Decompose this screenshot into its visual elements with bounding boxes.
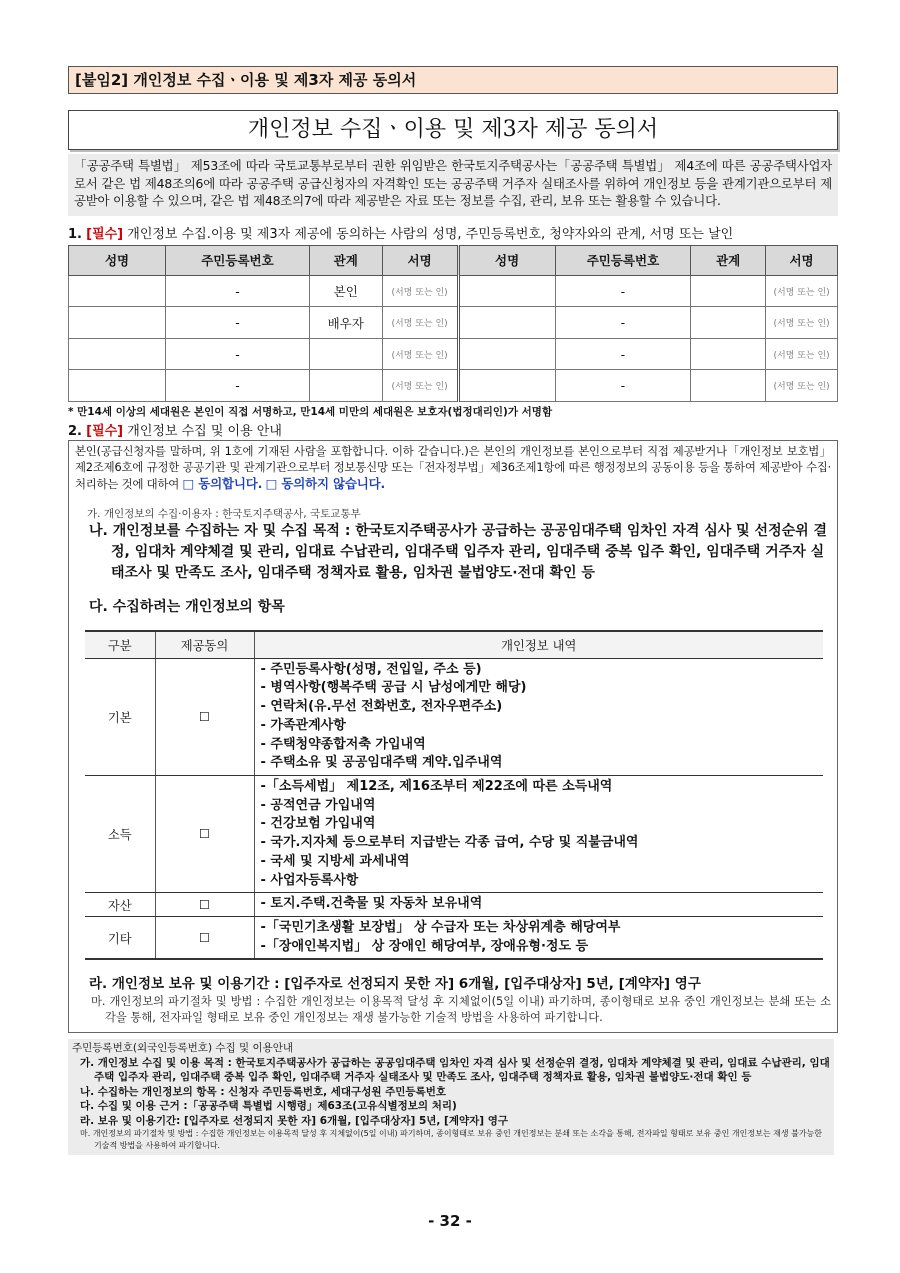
list-item: - 사업자등록사항 [260, 872, 359, 888]
list-item: - 토지.주택.건축물 및 자동차 보유내역 [260, 896, 483, 912]
relation-field[interactable] [691, 370, 766, 402]
list-item: - 연락처(유.무선 전화번호, 전자우편주소) [260, 699, 503, 715]
signature-table [68, 245, 838, 402]
document-page [68, 66, 838, 1155]
details-cell [254, 776, 823, 893]
table-row [85, 893, 823, 917]
rrn-purpose: 가. 개인정보 수집 및 이용 목적 : 한국토지주택공사가 공급하는 공공임대주택 임차인 자격 심사 및 선정순위 결정, 임대차 계약체결 및 관리, 임대료 수납관리, 임대주택 입주자 관리, 임대주택 중복 입주 확인, 임대주택 거주자 실태조사 및 만족도 조사, 임대주택 정책자료 활용, 임차권 불법양도·전대 확인 등 [80, 1056, 830, 1084]
list-item: - 공적연금 가입내역 [260, 797, 376, 813]
details-cell [254, 658, 823, 775]
list-item: - 주택청약종합저축 가입내역 [260, 736, 426, 752]
consent-box [68, 440, 838, 1034]
name-field[interactable] [458, 275, 555, 307]
relation-field[interactable] [691, 275, 766, 307]
rrn-items: 나. 수집하는 개인정보의 항목 : 신청자 주민등록번호, 세대구성원 주민등록번호 [80, 1085, 446, 1098]
name-field[interactable] [69, 338, 166, 370]
col-name: 성명 [458, 245, 555, 275]
name-field[interactable] [458, 338, 555, 370]
disagree-checkbox[interactable]: □ 동의하지 않습니다. [265, 475, 386, 491]
list-item: - 가족관계사항 [260, 717, 346, 733]
name-field[interactable] [458, 307, 555, 339]
category-cell: 자산 [85, 893, 155, 917]
category-cell: 기본 [85, 658, 155, 775]
agree-checkbox[interactable]: □ 동의합니다. [182, 475, 263, 491]
rrn-field[interactable]: - [555, 338, 691, 370]
signature-field[interactable]: (서명 또는 인) [766, 370, 838, 402]
list-item: - 국세 및 지방세 과세내역 [260, 853, 410, 869]
name-field[interactable] [69, 370, 166, 402]
rrn-field[interactable]: - [166, 307, 310, 339]
document-title: 개인정보 수집ㆍ이용 및 제3자 제공 동의서 [68, 110, 838, 150]
rrn-retention: 라. 보유 및 이용기간: [입주자로 선정되지 못한 자] 6개월, [입주대상자] 5년, [계약자] 영구 [80, 1114, 509, 1127]
relation-field[interactable] [309, 370, 382, 402]
signature-field[interactable]: (서명 또는 인) [382, 275, 458, 307]
table-row [69, 370, 838, 402]
destruction-procedure: 마. 개인정보의 파기절차 및 방법 : 수집한 개인정보는 이용목적 달성 후 지체없이(5일 이내) 파기하며, 종이형태로 보유 중인 개인정보는 분쇄 또는 소각을 통해, 전자파일 형태로 보유 중인 개인정보는 재생 불가능한 기술적 방법을 사용하여 파기합니다. [91, 995, 831, 1025]
consent-text: 본인(공급신청자를 말하며, 위 1호에 기재된 사람을 포함합니다. 이하 같습니다.)은 본인의 개인정보를 본인으로부터 직접 제공받거나「개인정보 보호법」 제2조제6호에 규정한 공공기관 및 관계기관으로부터 정보통신망 또는「전자정부법」제36조제1항에 따른 행정정보의 공동이용 등을 통하여 제공받아 수집·처리하는 것에 대하여 [75, 443, 831, 491]
section-2-required-tag: [필수] [86, 423, 124, 439]
relation-field[interactable] [309, 338, 382, 370]
relation-field[interactable] [691, 307, 766, 339]
rrn-field[interactable]: - [555, 307, 691, 339]
table-row [85, 776, 823, 893]
table-row [69, 275, 838, 307]
section-2-number: 2. [68, 423, 82, 439]
intro-paragraph: 「공공주택 특별법」 제53조에 따라 국토교통부로부터 권한 위임받은 한국토지주택공사는「공공주택 특별법」 제4조에 따른 공공주택사업자로서 같은 법 제48조의6에 따라 공공주택 공급신청자의 자격확인 또는 공공주택 거주자 실태조사를 위하여 개인정보 등을 관계기관으로부터 제공받아 이용할 수 있으며, 같은 법 제48조의7에 따라 제공받은 자료 또는 정보를 수집, 관리, 보유 또는 활용할 수 있습니다. [68, 154, 838, 216]
section-1-number: 1. [68, 226, 82, 242]
collector-line: 가. 개인정보의 수집·이용자 : 한국토지주택공사, 국토교통부 [87, 508, 361, 521]
col-relation: 관계 [691, 245, 766, 275]
consent-checkbox[interactable]: ☐ [155, 658, 254, 775]
section-1-heading [68, 226, 838, 244]
rrn-notice-title: 주민등록번호(외국인등록번호) 수집 및 이용안내 [72, 1042, 294, 1055]
table-row [69, 307, 838, 339]
col-rrn: 주민등록번호 [166, 245, 310, 275]
consent-checkbox[interactable]: ☐ [155, 916, 254, 959]
signature-field[interactable]: (서명 또는 인) [382, 307, 458, 339]
items-heading: 다. 수집하려는 개인정보의 항목 [89, 599, 285, 616]
age-note: * 만14세 이상의 세대원은 본인이 직접 서명하고, 만14세 미만의 세대원은 보호자(법정대리인)가 서명함 [68, 405, 553, 418]
col-relation: 관계 [309, 245, 382, 275]
rrn-destruction: 마. 개인정보의 파기절차 및 방법 : 수집한 개인정보는 이용목적 달성 후 지체없이(5일 이내) 파기하며, 종이형태로 보유 중인 개인정보는 분쇄 또는 소각을 통해, 전자파일 형태로 보유 중인 개인정보는 재생 불가능한 기술적 방법을 사용하여 파기합니다. [80, 1129, 823, 1150]
col-rrn: 주민등록번호 [555, 245, 691, 275]
list-item: - 건강보험 가입내역 [260, 816, 376, 832]
list-item: - 주민등록사항(성명, 전입일, 주소 등) [260, 661, 482, 677]
list-item: -「소득세법」 제12조, 제16조부터 제22조에 따른 소득내역 [260, 779, 613, 794]
personal-info-items-table [85, 630, 823, 960]
category-cell: 소득 [85, 776, 155, 893]
name-field[interactable] [69, 307, 166, 339]
list-item: - 주택소유 및 공공임대주택 계약.입주내역 [260, 755, 503, 771]
col-signature: 서명 [382, 245, 458, 275]
list-item: -「장애인복지법」 상 장애인 해당여부, 장애유형·정도 등 [260, 938, 589, 954]
relation-field[interactable] [691, 338, 766, 370]
list-item: - 병역사항(행복주택 공급 시 남성에게만 해당) [260, 680, 527, 696]
signature-field[interactable]: (서명 또는 인) [766, 307, 838, 339]
consent-checkbox[interactable]: ☐ [155, 893, 254, 917]
relation-cell: 배우자 [309, 307, 382, 339]
retention-period: 라. 개인정보 보유 및 이용기간 : [입주자로 선정되지 못한 자] 6개월, [입주대상자] 5년, [계약자] 영구 [89, 976, 701, 993]
section-1-required-tag: [필수] [86, 226, 124, 242]
page-number: - 32 - [428, 1212, 472, 1230]
rrn-field[interactable]: - [555, 370, 691, 402]
col-category: 구분 [85, 631, 155, 658]
signature-field[interactable]: (서명 또는 인) [382, 338, 458, 370]
rrn-notice-box [68, 1039, 834, 1155]
rrn-field[interactable]: - [555, 275, 691, 307]
signature-field[interactable]: (서명 또는 인) [382, 370, 458, 402]
details-cell [254, 893, 823, 917]
rrn-field[interactable]: - [166, 275, 310, 307]
signature-field[interactable]: (서명 또는 인) [766, 275, 838, 307]
col-consent: 제공동의 [155, 631, 254, 658]
section-1-text: 개인정보 수집.이용 및 제3자 제공에 동의하는 사람의 성명, 주민등록번호, 청약자와의 관계, 서명 또는 날인 [123, 226, 734, 242]
relation-cell: 본인 [309, 275, 382, 307]
name-field[interactable] [458, 370, 555, 402]
signature-field[interactable]: (서명 또는 인) [766, 338, 838, 370]
consent-checkbox[interactable]: ☐ [155, 776, 254, 893]
list-item: -「국민기초생활 보장법」 상 수급자 또는 차상위계층 해당여부 [260, 919, 621, 935]
details-cell [254, 916, 823, 959]
annex-label: [붙임2] 개인정보 수집ㆍ이용 및 제3자 제공 동의서 [68, 66, 838, 94]
consent-paragraph [75, 443, 831, 493]
name-field[interactable] [69, 275, 166, 307]
table-row [85, 916, 823, 959]
list-item: - 국가.지자체 등으로부터 지급받는 각종 급여, 수당 및 직불금내역 [260, 835, 639, 851]
category-cell: 기타 [85, 916, 155, 959]
col-signature: 서명 [766, 245, 838, 275]
rrn-field[interactable]: - [166, 338, 310, 370]
rrn-legal-basis: 다. 수집 및 이용 근거 :「공공주택 특별법 시행령」제63조(고유식별정보의 처리) [80, 1100, 457, 1113]
signature-table-header [69, 245, 838, 275]
items-table-header [85, 631, 823, 658]
col-details: 개인정보 내역 [254, 631, 823, 658]
rrn-field[interactable]: - [166, 370, 310, 402]
section-2-heading [68, 420, 838, 439]
table-row [85, 658, 823, 775]
section-2-text: 개인정보 수집 및 이용 안내 [123, 423, 282, 439]
purpose-paragraph: 나. 개인정보를 수집하는 자 및 수집 목적 : 한국토지주택공사가 공급하는 공공임대주택 임차인 자격 심사 및 선정순위 결정, 임대차 계약체결 및 관리, 임대료 수납관리, 임대주택 입주자 관리, 임대주택 중복 입주 확인, 임대주택 거주자 실태조사 및 만족도 조사, 임대주택 정책자료 활용, 임차권 불법양도·전대 확인 등 [89, 523, 828, 582]
col-name: 성명 [69, 245, 166, 275]
table-row [69, 338, 838, 370]
